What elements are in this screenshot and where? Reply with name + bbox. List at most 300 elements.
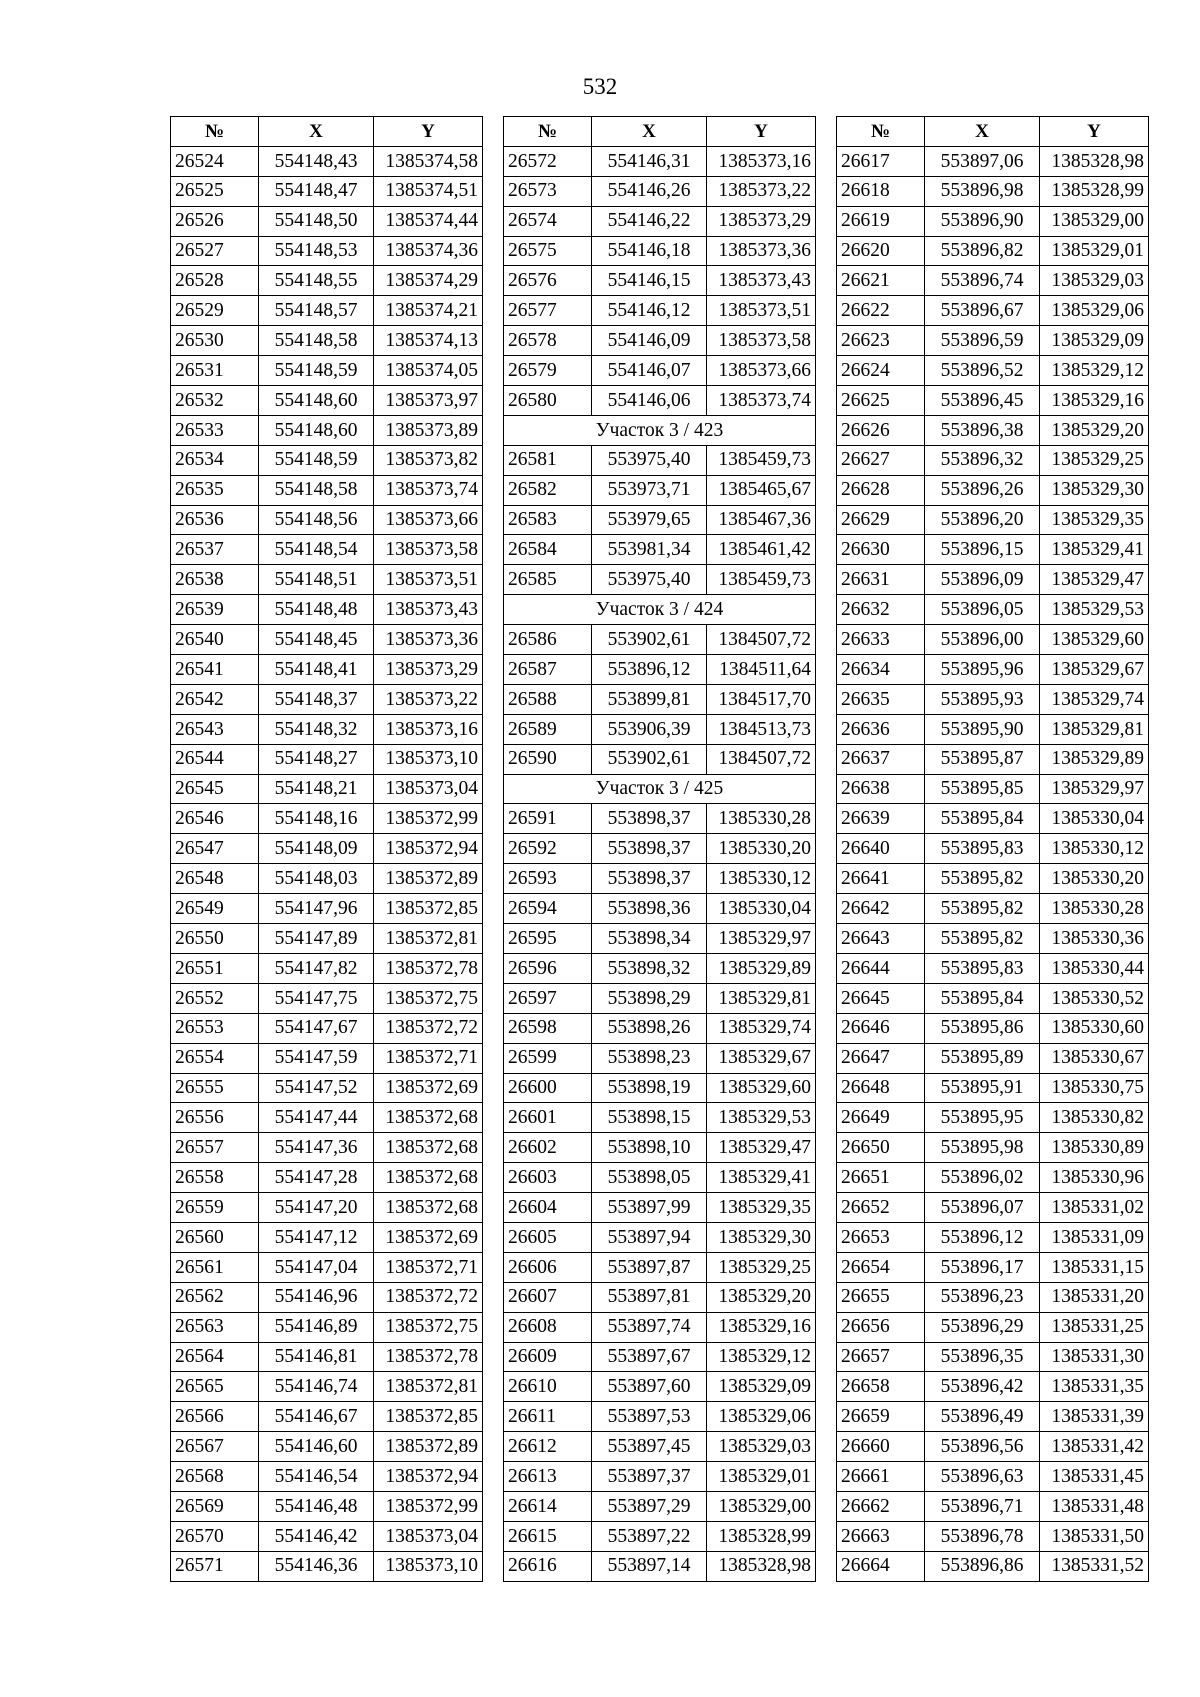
y-coordinate-cell: 1385330,28: [707, 804, 816, 834]
table-row: [504, 1193, 816, 1223]
table-row: [171, 774, 483, 804]
table-row: [837, 356, 1149, 386]
point-number-cell: 26648: [837, 1073, 925, 1103]
point-number-cell: 26631: [837, 565, 925, 595]
y-coordinate-cell: 1385329,81: [1040, 714, 1149, 744]
x-coordinate-cell: 553979,65: [592, 505, 707, 535]
point-number-cell: 26605: [504, 1222, 592, 1252]
y-coordinate-cell: 1385467,36: [707, 505, 816, 535]
y-coordinate-cell: 1385331,42: [1040, 1432, 1149, 1462]
y-coordinate-cell: 1385372,99: [374, 804, 483, 834]
point-number-cell: 26578: [504, 326, 592, 356]
x-coordinate-cell: 553898,29: [592, 983, 707, 1013]
y-coordinate-cell: 1385372,68: [374, 1193, 483, 1223]
x-coordinate-cell: 554148,21: [259, 774, 374, 804]
column-header-y: Y: [374, 117, 483, 147]
point-number-cell: 26549: [171, 894, 259, 924]
y-coordinate-cell: 1385373,74: [707, 386, 816, 416]
x-coordinate-cell: 553975,40: [592, 445, 707, 475]
y-coordinate-cell: 1385374,05: [374, 356, 483, 386]
x-coordinate-cell: 554147,89: [259, 924, 374, 954]
x-coordinate-cell: 553897,37: [592, 1462, 707, 1492]
x-coordinate-cell: 553898,36: [592, 894, 707, 924]
table-row: [171, 1133, 483, 1163]
x-coordinate-cell: 554147,36: [259, 1133, 374, 1163]
y-coordinate-cell: 1385372,68: [374, 1133, 483, 1163]
point-number-cell: 26566: [171, 1402, 259, 1432]
x-coordinate-cell: 553896,74: [925, 266, 1040, 296]
x-coordinate-cell: 554146,42: [259, 1521, 374, 1551]
y-coordinate-cell: 1385374,36: [374, 236, 483, 266]
table-row: [504, 1432, 816, 1462]
table-row: [171, 206, 483, 236]
y-coordinate-cell: 1385372,75: [374, 1312, 483, 1342]
point-number-cell: 26546: [171, 804, 259, 834]
point-number-cell: 26627: [837, 445, 925, 475]
y-coordinate-cell: 1385329,25: [707, 1252, 816, 1282]
x-coordinate-cell: 554148,45: [259, 625, 374, 655]
x-coordinate-cell: 553897,14: [592, 1551, 707, 1581]
header-row: [837, 117, 1149, 147]
table-row: [504, 1521, 816, 1551]
y-coordinate-cell: 1385373,82: [374, 445, 483, 475]
y-coordinate-cell: 1385331,48: [1040, 1491, 1149, 1521]
x-coordinate-cell: 553896,86: [925, 1551, 1040, 1581]
table-row: [837, 445, 1149, 475]
x-coordinate-cell: 554148,16: [259, 804, 374, 834]
table-row: [504, 1462, 816, 1492]
y-coordinate-cell: 1385331,30: [1040, 1342, 1149, 1372]
x-coordinate-cell: 554148,37: [259, 684, 374, 714]
table-row: [504, 1372, 816, 1402]
table-row: [837, 206, 1149, 236]
table-row: [171, 924, 483, 954]
x-coordinate-cell: 554148,58: [259, 326, 374, 356]
point-number-cell: 26651: [837, 1163, 925, 1193]
table-row: [837, 505, 1149, 535]
table-row: [504, 1312, 816, 1342]
table-row: [837, 595, 1149, 625]
point-number-cell: 26577: [504, 296, 592, 326]
point-number-cell: 26526: [171, 206, 259, 236]
x-coordinate-cell: 554146,26: [592, 176, 707, 206]
table-row: [837, 146, 1149, 176]
point-number-cell: 26562: [171, 1282, 259, 1312]
y-coordinate-cell: 1385329,81: [707, 983, 816, 1013]
x-coordinate-cell: 553895,82: [925, 864, 1040, 894]
table-row: [171, 625, 483, 655]
table-row: [171, 714, 483, 744]
x-coordinate-cell: 554148,51: [259, 565, 374, 595]
table-row: [171, 296, 483, 326]
x-coordinate-cell: 553898,37: [592, 864, 707, 894]
point-number-cell: 26656: [837, 1312, 925, 1342]
x-coordinate-cell: 553895,90: [925, 714, 1040, 744]
column-header-y: Y: [707, 117, 816, 147]
x-coordinate-cell: 554146,06: [592, 386, 707, 416]
point-number-cell: 26608: [504, 1312, 592, 1342]
x-coordinate-cell: 553897,60: [592, 1372, 707, 1402]
point-number-cell: 26609: [504, 1342, 592, 1372]
table-row: [504, 386, 816, 416]
point-number-cell: 26658: [837, 1372, 925, 1402]
table-row: [171, 1402, 483, 1432]
x-coordinate-cell: 554146,96: [259, 1282, 374, 1312]
table-row: [837, 1312, 1149, 1342]
x-coordinate-cell: 554146,09: [592, 326, 707, 356]
table-row: [837, 1013, 1149, 1043]
x-coordinate-cell: 553896,45: [925, 386, 1040, 416]
y-coordinate-cell: 1385330,67: [1040, 1043, 1149, 1073]
y-coordinate-cell: 1385331,52: [1040, 1551, 1149, 1581]
table-row: [837, 1252, 1149, 1282]
point-number-cell: 26664: [837, 1551, 925, 1581]
y-coordinate-cell: 1385372,68: [374, 1163, 483, 1193]
table-row: [171, 146, 483, 176]
y-coordinate-cell: 1385329,01: [1040, 236, 1149, 266]
point-number-cell: 26558: [171, 1163, 259, 1193]
x-coordinate-cell: 554148,55: [259, 266, 374, 296]
y-coordinate-cell: 1385329,67: [1040, 655, 1149, 685]
y-coordinate-cell: 1385330,89: [1040, 1133, 1149, 1163]
x-coordinate-cell: 554148,43: [259, 146, 374, 176]
table-row: [504, 176, 816, 206]
x-coordinate-cell: 554146,60: [259, 1432, 374, 1462]
table-row: [504, 326, 816, 356]
point-number-cell: 26626: [837, 415, 925, 445]
x-coordinate-cell: 554147,12: [259, 1222, 374, 1252]
y-coordinate-cell: 1385373,89: [374, 415, 483, 445]
y-coordinate-cell: 1385330,12: [1040, 834, 1149, 864]
table-row: [837, 1073, 1149, 1103]
x-coordinate-cell: 553896,07: [925, 1193, 1040, 1223]
y-coordinate-cell: 1385329,60: [1040, 625, 1149, 655]
y-coordinate-cell: 1385372,69: [374, 1222, 483, 1252]
y-coordinate-cell: 1385373,74: [374, 475, 483, 505]
x-coordinate-cell: 554146,67: [259, 1402, 374, 1432]
table-row: [171, 445, 483, 475]
y-coordinate-cell: 1385374,29: [374, 266, 483, 296]
point-number-cell: 26524: [171, 146, 259, 176]
x-coordinate-cell: 554147,59: [259, 1043, 374, 1073]
x-coordinate-cell: 553896,32: [925, 445, 1040, 475]
x-coordinate-cell: 553895,83: [925, 953, 1040, 983]
point-number-cell: 26615: [504, 1521, 592, 1551]
table-row: [171, 1372, 483, 1402]
x-coordinate-cell: 553899,81: [592, 684, 707, 714]
x-coordinate-cell: 553896,82: [925, 236, 1040, 266]
y-coordinate-cell: 1385329,01: [707, 1462, 816, 1492]
point-number-cell: 26542: [171, 684, 259, 714]
y-coordinate-cell: 1385330,04: [707, 894, 816, 924]
x-coordinate-cell: 554146,18: [592, 236, 707, 266]
table-row: [837, 1402, 1149, 1432]
point-number-cell: 26660: [837, 1432, 925, 1462]
coordinates-table-2: [503, 116, 816, 1582]
x-coordinate-cell: 553895,96: [925, 655, 1040, 685]
table-row: [504, 1133, 816, 1163]
y-coordinate-cell: 1385372,68: [374, 1103, 483, 1133]
point-number-cell: 26527: [171, 236, 259, 266]
point-number-cell: 26616: [504, 1551, 592, 1581]
x-coordinate-cell: 553895,86: [925, 1013, 1040, 1043]
y-coordinate-cell: 1385331,09: [1040, 1222, 1149, 1252]
point-number-cell: 26568: [171, 1462, 259, 1492]
point-number-cell: 26644: [837, 953, 925, 983]
table-row: [837, 326, 1149, 356]
y-coordinate-cell: 1385373,16: [374, 714, 483, 744]
table-row: [504, 1282, 816, 1312]
point-number-cell: 26540: [171, 625, 259, 655]
point-number-cell: 26536: [171, 505, 259, 535]
x-coordinate-cell: 554148,47: [259, 176, 374, 206]
point-number-cell: 26613: [504, 1462, 592, 1492]
y-coordinate-cell: 1385329,00: [1040, 206, 1149, 236]
point-number-cell: 26589: [504, 714, 592, 744]
y-coordinate-cell: 1385331,50: [1040, 1521, 1149, 1551]
x-coordinate-cell: 553896,02: [925, 1163, 1040, 1193]
x-coordinate-cell: 554147,52: [259, 1073, 374, 1103]
point-number-cell: 26554: [171, 1043, 259, 1073]
table-row: [504, 1073, 816, 1103]
table-row: [837, 1193, 1149, 1223]
y-coordinate-cell: 1385329,74: [1040, 684, 1149, 714]
point-number-cell: 26550: [171, 924, 259, 954]
table-row: [504, 296, 816, 326]
x-coordinate-cell: 554148,59: [259, 356, 374, 386]
column-header-number: №: [504, 117, 592, 147]
column-header-x: X: [259, 117, 374, 147]
y-coordinate-cell: 1385329,06: [1040, 296, 1149, 326]
point-number-cell: 26623: [837, 326, 925, 356]
point-number-cell: 26557: [171, 1133, 259, 1163]
point-number-cell: 26659: [837, 1402, 925, 1432]
y-coordinate-cell: 1385329,41: [707, 1163, 816, 1193]
point-number-cell: 26570: [171, 1521, 259, 1551]
x-coordinate-cell: 553896,05: [925, 595, 1040, 625]
x-coordinate-cell: 554146,15: [592, 266, 707, 296]
point-number-cell: 26652: [837, 1193, 925, 1223]
y-coordinate-cell: 1385329,03: [707, 1432, 816, 1462]
point-number-cell: 26581: [504, 445, 592, 475]
y-coordinate-cell: 1385329,97: [707, 924, 816, 954]
y-coordinate-cell: 1385329,41: [1040, 535, 1149, 565]
x-coordinate-cell: 553896,56: [925, 1432, 1040, 1462]
point-number-cell: 26556: [171, 1103, 259, 1133]
table-row: [837, 1462, 1149, 1492]
table-row: [504, 1222, 816, 1252]
table-row: [504, 266, 816, 296]
table-row: [504, 505, 816, 535]
x-coordinate-cell: 554148,41: [259, 655, 374, 685]
y-coordinate-cell: 1385459,73: [707, 445, 816, 475]
table-row: [837, 714, 1149, 744]
y-coordinate-cell: 1385461,42: [707, 535, 816, 565]
y-coordinate-cell: 1385374,51: [374, 176, 483, 206]
table-row: [837, 386, 1149, 416]
table-row: [504, 834, 816, 864]
point-number-cell: 26641: [837, 864, 925, 894]
x-coordinate-cell: 554148,60: [259, 415, 374, 445]
table-row: [171, 565, 483, 595]
y-coordinate-cell: 1385331,15: [1040, 1252, 1149, 1282]
point-number-cell: 26640: [837, 834, 925, 864]
y-coordinate-cell: 1385331,45: [1040, 1462, 1149, 1492]
x-coordinate-cell: 553898,37: [592, 804, 707, 834]
y-coordinate-cell: 1385373,10: [374, 744, 483, 774]
y-coordinate-cell: 1385330,96: [1040, 1163, 1149, 1193]
table-row: [171, 1312, 483, 1342]
point-number-cell: 26565: [171, 1372, 259, 1402]
table-row: [837, 1491, 1149, 1521]
table-row: [171, 326, 483, 356]
table-row: [171, 894, 483, 924]
column-header-y: Y: [1040, 117, 1149, 147]
x-coordinate-cell: 553896,90: [925, 206, 1040, 236]
x-coordinate-cell: 553896,42: [925, 1372, 1040, 1402]
y-coordinate-cell: 1384517,70: [707, 684, 816, 714]
point-number-cell: 26621: [837, 266, 925, 296]
point-number-cell: 26655: [837, 1282, 925, 1312]
point-number-cell: 26528: [171, 266, 259, 296]
table-row: [837, 1342, 1149, 1372]
header-row: [504, 117, 816, 147]
x-coordinate-cell: 554146,31: [592, 146, 707, 176]
point-number-cell: 26610: [504, 1372, 592, 1402]
table-row: [837, 475, 1149, 505]
point-number-cell: 26585: [504, 565, 592, 595]
y-coordinate-cell: 1385329,09: [1040, 326, 1149, 356]
table-row: [837, 864, 1149, 894]
y-coordinate-cell: 1385372,78: [374, 953, 483, 983]
point-number-cell: 26561: [171, 1252, 259, 1282]
x-coordinate-cell: 553898,26: [592, 1013, 707, 1043]
y-coordinate-cell: 1385373,04: [374, 774, 483, 804]
point-number-cell: 26642: [837, 894, 925, 924]
x-coordinate-cell: 553898,15: [592, 1103, 707, 1133]
x-coordinate-cell: 553895,82: [925, 924, 1040, 954]
point-number-cell: 26541: [171, 655, 259, 685]
point-number-cell: 26576: [504, 266, 592, 296]
table-row: [504, 1342, 816, 1372]
x-coordinate-cell: 554148,03: [259, 864, 374, 894]
table-row: [504, 744, 816, 774]
table-row: [837, 535, 1149, 565]
section-title: Участок 3 / 423: [504, 415, 816, 445]
table-row: [171, 1252, 483, 1282]
point-number-cell: 26637: [837, 744, 925, 774]
point-number-cell: 26590: [504, 744, 592, 774]
x-coordinate-cell: 553981,34: [592, 535, 707, 565]
point-number-cell: 26525: [171, 176, 259, 206]
point-number-cell: 26634: [837, 655, 925, 685]
x-coordinate-cell: 554147,04: [259, 1252, 374, 1282]
point-number-cell: 26537: [171, 535, 259, 565]
table-row: [171, 535, 483, 565]
point-number-cell: 26583: [504, 505, 592, 535]
x-coordinate-cell: 554146,74: [259, 1372, 374, 1402]
table-row: [837, 744, 1149, 774]
table-row: [504, 864, 816, 894]
table-row: [171, 1013, 483, 1043]
x-coordinate-cell: 553896,98: [925, 176, 1040, 206]
y-coordinate-cell: 1385372,85: [374, 1402, 483, 1432]
point-number-cell: 26591: [504, 804, 592, 834]
point-number-cell: 26592: [504, 834, 592, 864]
x-coordinate-cell: 553896,00: [925, 625, 1040, 655]
point-number-cell: 26645: [837, 983, 925, 1013]
x-coordinate-cell: 553895,95: [925, 1103, 1040, 1133]
y-coordinate-cell: 1385373,36: [374, 625, 483, 655]
x-coordinate-cell: 554146,12: [592, 296, 707, 326]
x-coordinate-cell: 553896,38: [925, 415, 1040, 445]
x-coordinate-cell: 553898,34: [592, 924, 707, 954]
table-row: [171, 1521, 483, 1551]
y-coordinate-cell: 1385372,99: [374, 1491, 483, 1521]
table-row: [837, 176, 1149, 206]
table-row: [837, 1043, 1149, 1073]
y-coordinate-cell: 1385329,53: [707, 1103, 816, 1133]
y-coordinate-cell: 1385329,89: [1040, 744, 1149, 774]
table-row: [837, 296, 1149, 326]
y-coordinate-cell: 1384507,72: [707, 744, 816, 774]
x-coordinate-cell: 554147,75: [259, 983, 374, 1013]
table-row: [504, 1043, 816, 1073]
point-number-cell: 26587: [504, 655, 592, 685]
point-number-cell: 26544: [171, 744, 259, 774]
point-number-cell: 26607: [504, 1282, 592, 1312]
point-number-cell: 26553: [171, 1013, 259, 1043]
y-coordinate-cell: 1385329,53: [1040, 595, 1149, 625]
point-number-cell: 26551: [171, 953, 259, 983]
point-number-cell: 26530: [171, 326, 259, 356]
table-row: [171, 505, 483, 535]
table-row: [171, 415, 483, 445]
x-coordinate-cell: 553896,29: [925, 1312, 1040, 1342]
section-row: [504, 774, 816, 804]
x-coordinate-cell: 553896,49: [925, 1402, 1040, 1432]
point-number-cell: 26574: [504, 206, 592, 236]
x-coordinate-cell: 554148,57: [259, 296, 374, 326]
point-number-cell: 26548: [171, 864, 259, 894]
point-number-cell: 26597: [504, 983, 592, 1013]
table-row: [171, 804, 483, 834]
section-row: [504, 415, 816, 445]
x-coordinate-cell: 553896,12: [592, 655, 707, 685]
coordinates-table-3: [836, 116, 1149, 1582]
table-row: [837, 953, 1149, 983]
table-row: [171, 1043, 483, 1073]
x-coordinate-cell: 553897,67: [592, 1342, 707, 1372]
y-coordinate-cell: 1385329,30: [707, 1222, 816, 1252]
x-coordinate-cell: 554147,44: [259, 1103, 374, 1133]
x-coordinate-cell: 553896,12: [925, 1222, 1040, 1252]
table-row: [837, 894, 1149, 924]
point-number-cell: 26539: [171, 595, 259, 625]
x-coordinate-cell: 554146,81: [259, 1342, 374, 1372]
table-row: [171, 953, 483, 983]
table-row: [171, 744, 483, 774]
point-number-cell: 26638: [837, 774, 925, 804]
y-coordinate-cell: 1385373,66: [707, 356, 816, 386]
table-row: [504, 804, 816, 834]
point-number-cell: 26535: [171, 475, 259, 505]
point-number-cell: 26538: [171, 565, 259, 595]
point-number-cell: 26643: [837, 924, 925, 954]
y-coordinate-cell: 1385373,43: [707, 266, 816, 296]
point-number-cell: 26603: [504, 1163, 592, 1193]
table-row: [171, 356, 483, 386]
